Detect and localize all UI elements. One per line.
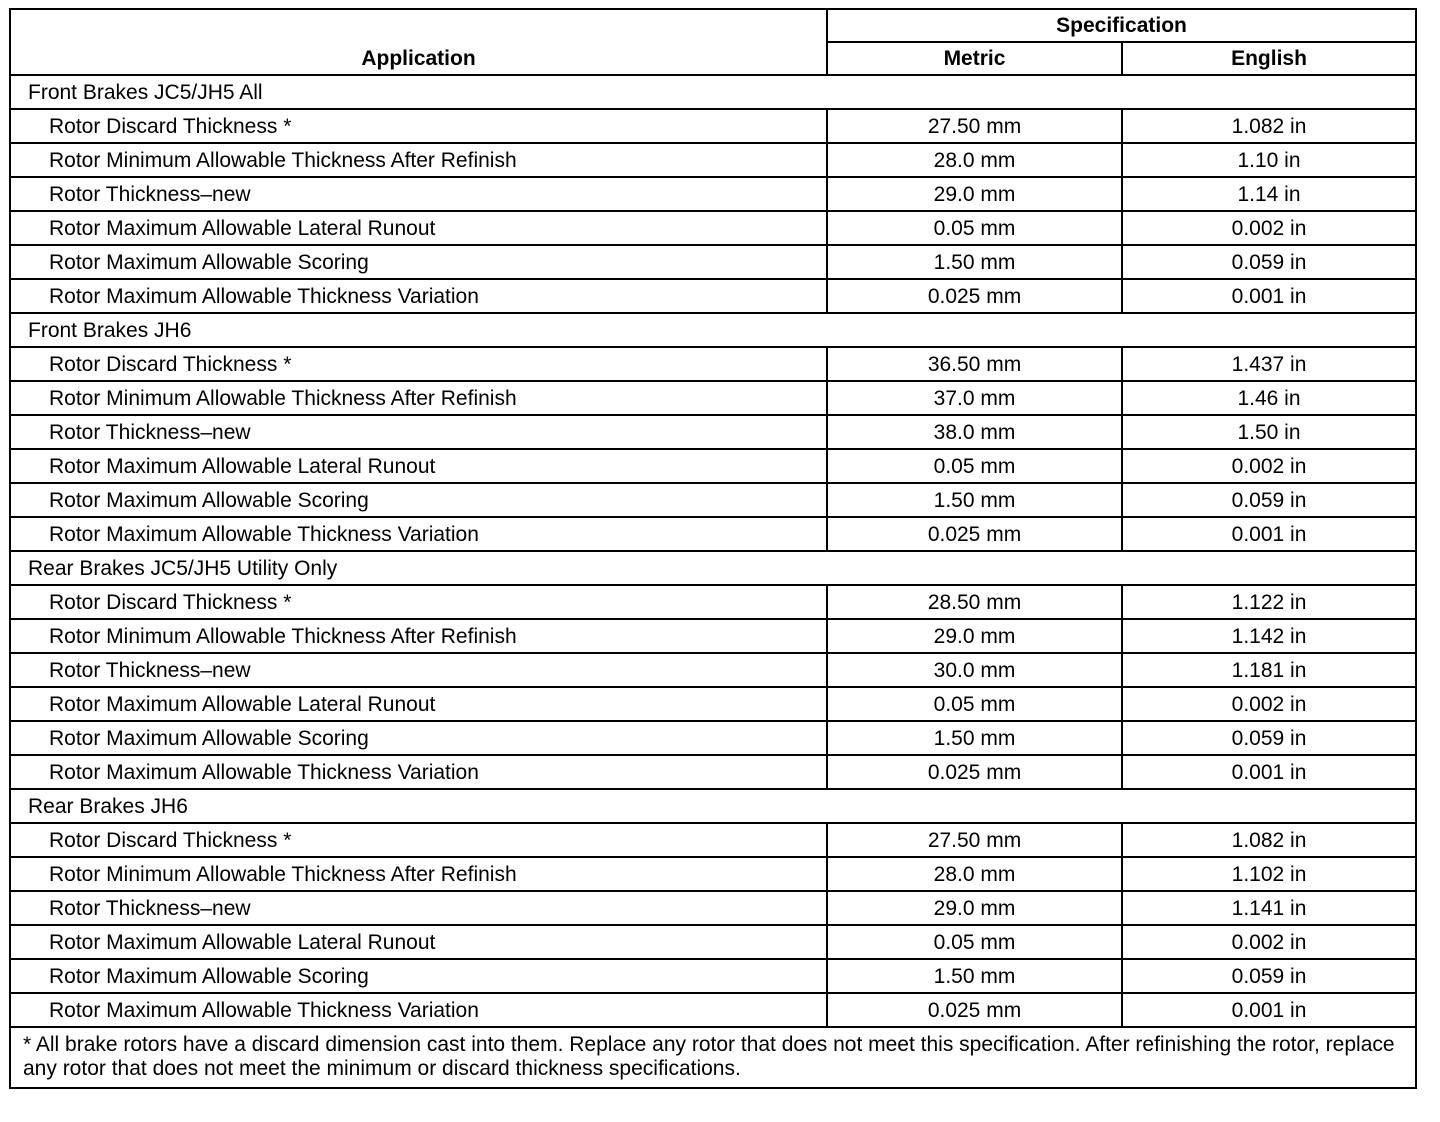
- table-row: [10, 959, 1416, 993]
- english-value: 0.059 in: [1122, 959, 1416, 993]
- row-label: Rotor Discard Thickness *: [10, 109, 827, 143]
- table-row: [10, 619, 1416, 653]
- table-row: [10, 755, 1416, 789]
- row-label: Rotor Maximum Allowable Lateral Runout: [10, 687, 827, 721]
- metric-value: 1.50 mm: [827, 959, 1122, 993]
- row-label: Rotor Maximum Allowable Lateral Runout: [10, 211, 827, 245]
- row-label: Rotor Maximum Allowable Lateral Runout: [10, 925, 827, 959]
- table-row: [10, 211, 1416, 245]
- metric-value: 36.50 mm: [827, 347, 1122, 381]
- group-row: [10, 75, 1416, 109]
- english-value: 0.001 in: [1122, 517, 1416, 551]
- metric-value: 30.0 mm: [827, 653, 1122, 687]
- table-row: [10, 891, 1416, 925]
- metric-value: 29.0 mm: [827, 619, 1122, 653]
- group-row: [10, 313, 1416, 347]
- english-value: 1.46 in: [1122, 381, 1416, 415]
- metric-value: 0.05 mm: [827, 925, 1122, 959]
- row-label: Rotor Thickness–new: [10, 415, 827, 449]
- metric-value: 0.025 mm: [827, 993, 1122, 1027]
- table-row: [10, 347, 1416, 381]
- metric-value: 29.0 mm: [827, 177, 1122, 211]
- row-label: Rotor Maximum Allowable Scoring: [10, 483, 827, 517]
- english-value: 1.10 in: [1122, 143, 1416, 177]
- row-label: Rotor Maximum Allowable Scoring: [10, 959, 827, 993]
- table-row: [10, 993, 1416, 1027]
- english-value: 1.437 in: [1122, 347, 1416, 381]
- english-value: 1.14 in: [1122, 177, 1416, 211]
- english-value: 1.102 in: [1122, 857, 1416, 891]
- row-label: Rotor Maximum Allowable Thickness Variation: [10, 755, 827, 789]
- english-value: 1.082 in: [1122, 823, 1416, 857]
- spec-table-body: [10, 75, 1416, 1027]
- table-row: [10, 143, 1416, 177]
- metric-value: 27.50 mm: [827, 823, 1122, 857]
- footnote: * All brake rotors have a discard dimension cast into them. Replace any rotor that does not meet this specification. After refinishing the rotor, replace any rotor that does not meet the minimum or discard thickness specifications.: [10, 1027, 1416, 1088]
- english-value: 0.059 in: [1122, 721, 1416, 755]
- metric-value: 0.025 mm: [827, 517, 1122, 551]
- table-row: [10, 279, 1416, 313]
- table-row: [10, 823, 1416, 857]
- row-label: Rotor Maximum Allowable Lateral Runout: [10, 449, 827, 483]
- metric-value: 29.0 mm: [827, 891, 1122, 925]
- english-value: 1.141 in: [1122, 891, 1416, 925]
- row-label: Rotor Thickness–new: [10, 891, 827, 925]
- row-label: Rotor Maximum Allowable Thickness Variation: [10, 993, 827, 1027]
- metric-value: 0.025 mm: [827, 755, 1122, 789]
- specification-header: Specification: [827, 9, 1416, 42]
- metric-value: 0.05 mm: [827, 449, 1122, 483]
- metric-value: 37.0 mm: [827, 381, 1122, 415]
- group-row: [10, 789, 1416, 823]
- table-row: [10, 925, 1416, 959]
- row-label: Rotor Maximum Allowable Scoring: [10, 245, 827, 279]
- table-row: [10, 177, 1416, 211]
- table-row: [10, 857, 1416, 891]
- english-value: 0.059 in: [1122, 483, 1416, 517]
- table-row: [10, 653, 1416, 687]
- table-row: [10, 415, 1416, 449]
- english-value: 1.50 in: [1122, 415, 1416, 449]
- application-header: Application: [10, 9, 827, 75]
- table-row: [10, 483, 1416, 517]
- row-label: Rotor Thickness–new: [10, 177, 827, 211]
- footnote-row: [10, 1027, 1416, 1088]
- group-row: [10, 551, 1416, 585]
- english-value: 1.181 in: [1122, 653, 1416, 687]
- row-label: Rotor Thickness–new: [10, 653, 827, 687]
- group-title: Front Brakes JC5/JH5 All: [10, 75, 1416, 109]
- rotor-spec-table: [9, 8, 1417, 1089]
- row-label: Rotor Maximum Allowable Thickness Variation: [10, 517, 827, 551]
- metric-value: 0.025 mm: [827, 279, 1122, 313]
- group-title: Front Brakes JH6: [10, 313, 1416, 347]
- row-label: Rotor Maximum Allowable Thickness Variation: [10, 279, 827, 313]
- table-row: [10, 381, 1416, 415]
- table-row: [10, 585, 1416, 619]
- table-row: [10, 245, 1416, 279]
- metric-value: 1.50 mm: [827, 245, 1122, 279]
- metric-value: 28.0 mm: [827, 143, 1122, 177]
- english-value: 0.059 in: [1122, 245, 1416, 279]
- english-value: 0.002 in: [1122, 211, 1416, 245]
- metric-value: 0.05 mm: [827, 211, 1122, 245]
- group-title: Rear Brakes JC5/JH5 Utility Only: [10, 551, 1416, 585]
- metric-value: 1.50 mm: [827, 721, 1122, 755]
- row-label: Rotor Minimum Allowable Thickness After Refinish: [10, 143, 827, 177]
- row-label: Rotor Discard Thickness *: [10, 585, 827, 619]
- english-value: 1.122 in: [1122, 585, 1416, 619]
- metric-value: 0.05 mm: [827, 687, 1122, 721]
- row-label: Rotor Discard Thickness *: [10, 347, 827, 381]
- row-label: Rotor Minimum Allowable Thickness After Refinish: [10, 381, 827, 415]
- row-label: Rotor Minimum Allowable Thickness After Refinish: [10, 857, 827, 891]
- metric-header: Metric: [827, 42, 1122, 75]
- table-row: [10, 721, 1416, 755]
- metric-value: 27.50 mm: [827, 109, 1122, 143]
- metric-value: 28.50 mm: [827, 585, 1122, 619]
- row-label: Rotor Minimum Allowable Thickness After Refinish: [10, 619, 827, 653]
- english-value: 0.002 in: [1122, 449, 1416, 483]
- metric-value: 28.0 mm: [827, 857, 1122, 891]
- table-row: [10, 517, 1416, 551]
- english-value: 1.142 in: [1122, 619, 1416, 653]
- english-value: 0.001 in: [1122, 755, 1416, 789]
- english-value: 1.082 in: [1122, 109, 1416, 143]
- table-row: [10, 109, 1416, 143]
- row-label: Rotor Maximum Allowable Scoring: [10, 721, 827, 755]
- english-value: 0.001 in: [1122, 279, 1416, 313]
- table-row: [10, 449, 1416, 483]
- english-value: 0.002 in: [1122, 925, 1416, 959]
- english-value: 0.001 in: [1122, 993, 1416, 1027]
- metric-value: 38.0 mm: [827, 415, 1122, 449]
- metric-value: 1.50 mm: [827, 483, 1122, 517]
- english-value: 0.002 in: [1122, 687, 1416, 721]
- group-title: Rear Brakes JH6: [10, 789, 1416, 823]
- table-row: [10, 687, 1416, 721]
- english-header: English: [1122, 42, 1416, 75]
- row-label: Rotor Discard Thickness *: [10, 823, 827, 857]
